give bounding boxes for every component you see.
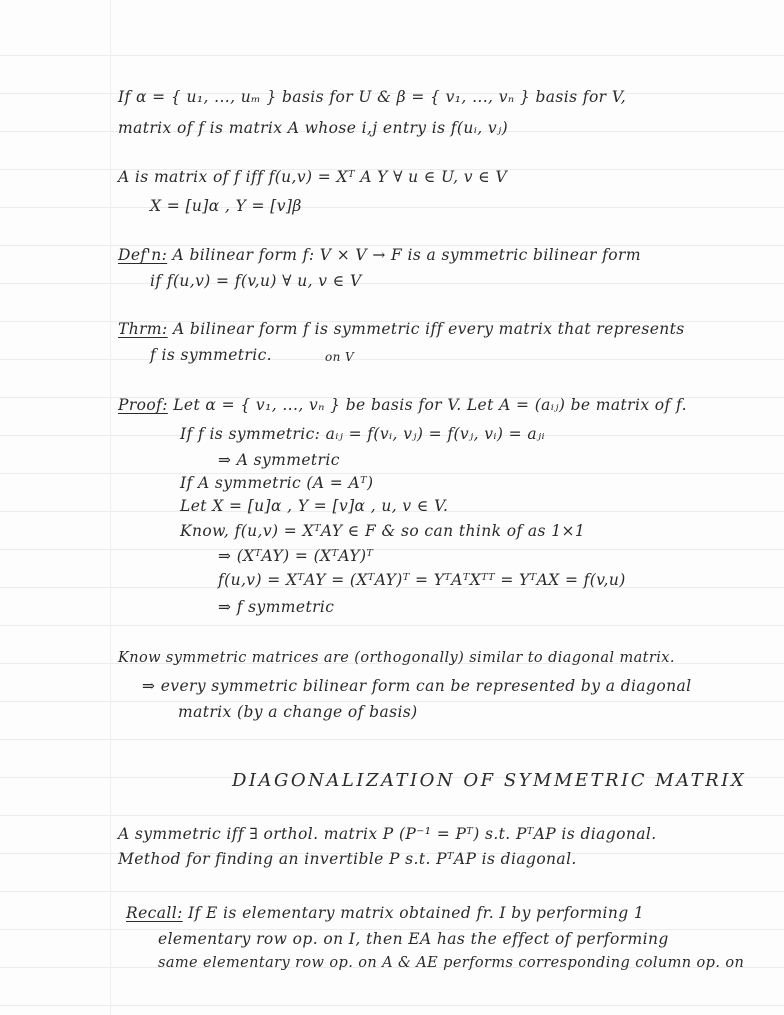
theorem-text: A bilinear form f is symmetric iff every matrix that represents [172, 320, 685, 338]
recall-text-1: If E is elementary matrix obtained fr. I by performing 1 [188, 904, 645, 922]
definition-label: Def'n: [118, 246, 168, 264]
remark-line-2: ⇒ every symmetric bilinear form can be represented by a diagonal [142, 677, 692, 695]
definition-text: A bilinear form f: V × V → F is a symmetric bilinear form [172, 246, 641, 264]
section-title: DIAGONALIZATION OF SYMMETRIC MATRIX [232, 770, 747, 791]
recall-line-1 [126, 904, 644, 922]
intro-line-2: matrix of f is matrix A whose i,j entry is f(uᵢ, vⱼ) [118, 119, 509, 137]
remark-line-1: Know symmetric matrices are (orthogonally) similar to diagonal matrix. [118, 650, 675, 666]
proof-line-6: Know, f(u,v) = XᵀAY ∈ F & so can think of as 1×1 [180, 522, 586, 540]
proof-line-9: ⇒ f symmetric [218, 598, 335, 616]
definition-line-2: if f(u,v) = f(v,u) ∀ u, v ∈ V [150, 272, 362, 290]
matrix-rep-line-2: X = [u]α , Y = [v]β [150, 197, 302, 215]
proof-line-1 [118, 396, 687, 414]
proof-text-1: Let α = { v₁, ..., vₙ } be basis for V. Let A = (aᵢⱼ) be matrix of f. [173, 396, 687, 414]
theorem-label: Thrm: [118, 320, 168, 338]
intro-line-1: If α = { u₁, ..., uₘ } basis for U & β = { v₁, ..., vₙ } basis for V, [118, 88, 627, 106]
theorem-line-2: f is symmetric. [150, 346, 272, 364]
theorem-insert-note: on V [325, 350, 355, 364]
proof-line-2: If f is symmetric: aᵢⱼ = f(vᵢ, vⱼ) = f(vⱼ, vᵢ) = aⱼᵢ [180, 425, 546, 443]
matrix-rep-line-1: A is matrix of f iff f(u,v) = Xᵀ A Y ∀ u ∈ U, v ∈ V [118, 168, 508, 186]
proof-line-7: ⇒ (XᵀAY) = (XᵀAY)ᵀ [218, 547, 374, 565]
recall-line-2: elementary row op. on I, then EA has the effect of performing [158, 930, 669, 948]
diag-line-1: A symmetric iff ∃ orthol. matrix P (P⁻¹ = Pᵀ) s.t. PᵀAP is diagonal. [118, 825, 657, 843]
proof-line-3: ⇒ A symmetric [218, 451, 340, 469]
definition-line-1 [118, 246, 641, 264]
margin-line [110, 0, 111, 1015]
diag-line-2: Method for finding an invertible P s.t. PᵀAP is diagonal. [118, 850, 577, 868]
proof-line-5: Let X = [u]α , Y = [v]α , u, v ∈ V. [180, 497, 449, 515]
recall-label: Recall: [126, 904, 183, 922]
proof-label: Proof: [118, 396, 168, 414]
theorem-line-1 [118, 320, 685, 338]
proof-line-4: If A symmetric (A = Aᵀ) [180, 474, 374, 492]
proof-line-8: f(u,v) = XᵀAY = (XᵀAY)ᵀ = YᵀAᵀXᵀᵀ = YᵀAX = f(v,u) [218, 571, 626, 589]
remark-line-3: matrix (by a change of basis) [178, 703, 418, 721]
recall-line-3: same elementary row op. on A & AE performs corresponding column op. on [158, 955, 745, 971]
